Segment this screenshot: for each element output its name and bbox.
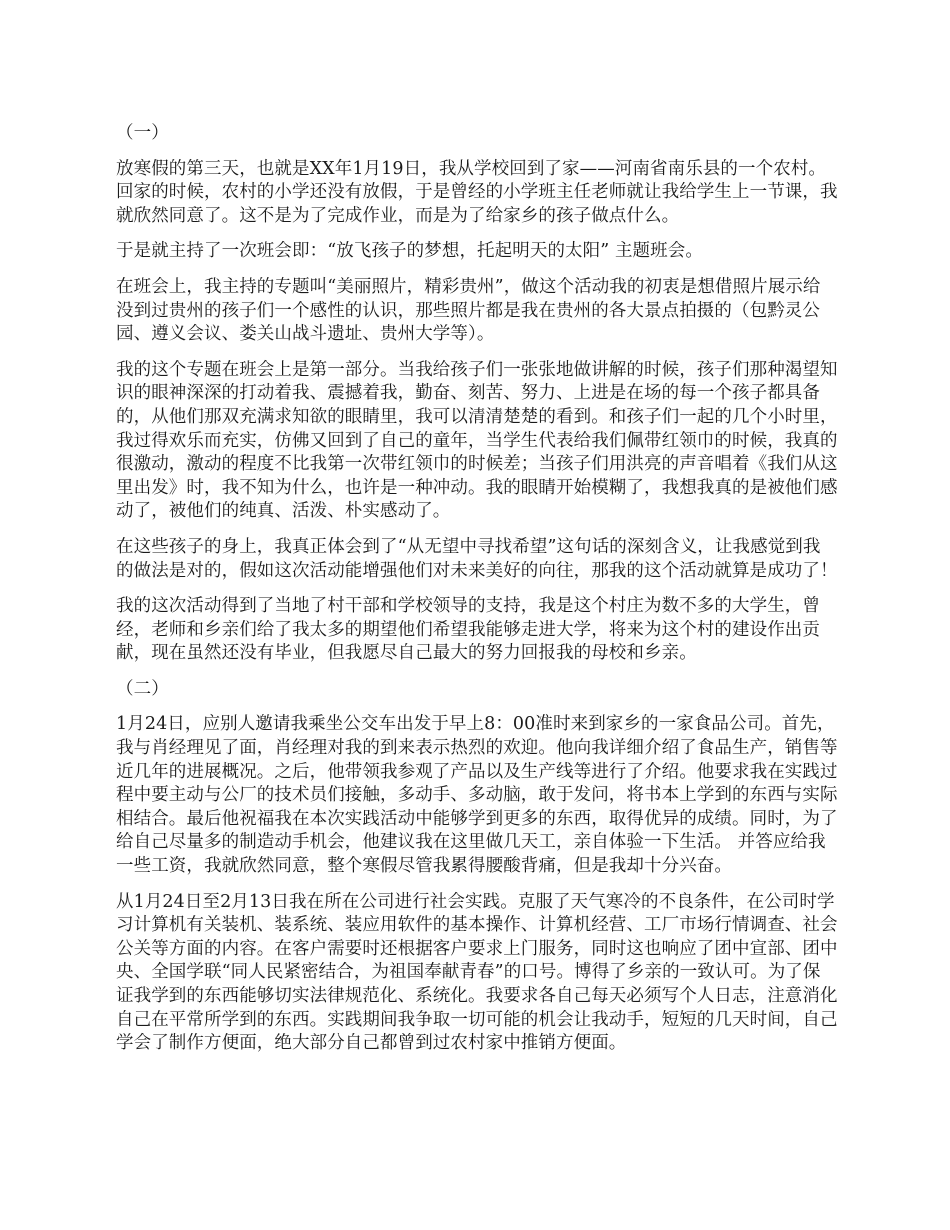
- paragraph: 放寒假的第三天，也就是XX年1月19日，我从学校回到了家——河南省南乐县的一个农村。回家的时候，农村的小学还没有放假，于是曾经的小学班主任老师就让我给学生上一节课，我就欣然同意了。这不是为了完成作业，而是为了给家乡的孩子做点什么。: [116, 158, 838, 226]
- paragraph: 我的这次活动得到了当地了村干部和学校领导的支持，我是这个村庄为数不多的大学生，曾经，老师和乡亲们给了我太多的期望他们希望我能够走进大学，将来为这个村的建设作出贡献，现在虽然还没有毕业，但我愿尽自己最大的努力回报我的母校和乡亲。: [116, 596, 820, 664]
- paragraph: 在班会上，我主持的专题叫“美丽照片，精彩贵州”，做这个活动我的初衷是想借照片展示给没到过贵州的孩子们一个感性的认识，那些照片都是我在贵州的各大景点拍摄的（包黔灵公园、遵义会议、娄关山战斗遗址、贵州大学等）。: [116, 276, 821, 345]
- document-body: [116, 122, 838, 1068]
- paragraph: 在这些孩子的身上，我真正体会到了“从无望中寻找希望”这句话的深刻含义，让我感觉到我的做法是对的，假如这次活动能增强他们对未来美好的向往，那我的这个活动就算是成功了！: [116, 536, 838, 581]
- section-heading-2: （二）: [116, 678, 169, 699]
- paragraph: 从1月24日至2月13日我在所在公司进行社会实践。克服了天气寒冷的不良条件，在公司时学习计算机有关装机、装系统、装应用软件的基本操作、计算机经营、工厂市场行情调查、社会公关等方面的内容。在客户需要时还根据客户要求上门服务，同时这也响应了团中宣部、团中央、全国学联“同人民紧密结合，为祖国奉献青春”的口号。博得了乡亲的一致认可。为了保证我学到的东西能够切实法律规范化、系统化。我要求各自己每天必须写个人日志，注意消化自己在平常所学到的东西。实践期间我争取一切可能的机会让我动手，短短的几天时间，自己学会了制作方便面，绝大部分自己都曾到过农村家中推销方便面。: [116, 891, 838, 1054]
- paragraph: 于是就主持了一次班会即：“放飞孩子的梦想，托起明天的太阳” 主题班会。: [116, 241, 703, 262]
- paragraph: 我的这个专题在班会上是第一部分。当我给孩子们一张张地做讲解的时候，孩子们那种渴望知识的眼神深深的打动着我、震撼着我，勤奋、刻苦、努力、上进是在场的每一个孩子都具备的，从他们那双充满求知欲的眼睛里，我可以清清楚楚的看到。和孩子们一起的几个小时里，我过得欢乐而充实，仿佛又回到了自己的童年，当学生代表给我们佩带红领巾的时候，我真的很激动，激动的程度不比我第一次带红领巾的时候差；当孩子们用洪亮的声音唱着《我们从这里出发》时，我不知为什么，也许是一种冲动。我的眼睛开始模糊了，我想我真的是被他们感动了，被他们的纯真、活泼、朴实感动了。: [116, 359, 838, 522]
- section-heading-1: （一）: [116, 123, 169, 143]
- paragraph: 1月24日，应别人邀请我乘坐公交车出发于早上8：00准时来到家乡的一家食品公司。首先，我与肖经理见了面，肖经理对我的到来表示热烈的欢迎。他向我详细介绍了食品生产，销售等近几年的进展概况。之后，他带领我参观了产品以及生产线等进行了介绍。他要求我在实践过程中要主动与公厂的技术员们接触，多动手、多动脑，敢于发问，将书本上学到的东西与实际相结合。最后他祝福我在本次实践活动中能够学到更多的东西，取得优异的成绩。同时，为了给自己尽量多的制造动手机会，他建议我在这里做几天工，亲自体验一下生活。 并答应给我一些工资，我就欣然同意，整个寒假尽管我累得腰酸背痛，但是我却十分兴奋。: [116, 714, 838, 877]
